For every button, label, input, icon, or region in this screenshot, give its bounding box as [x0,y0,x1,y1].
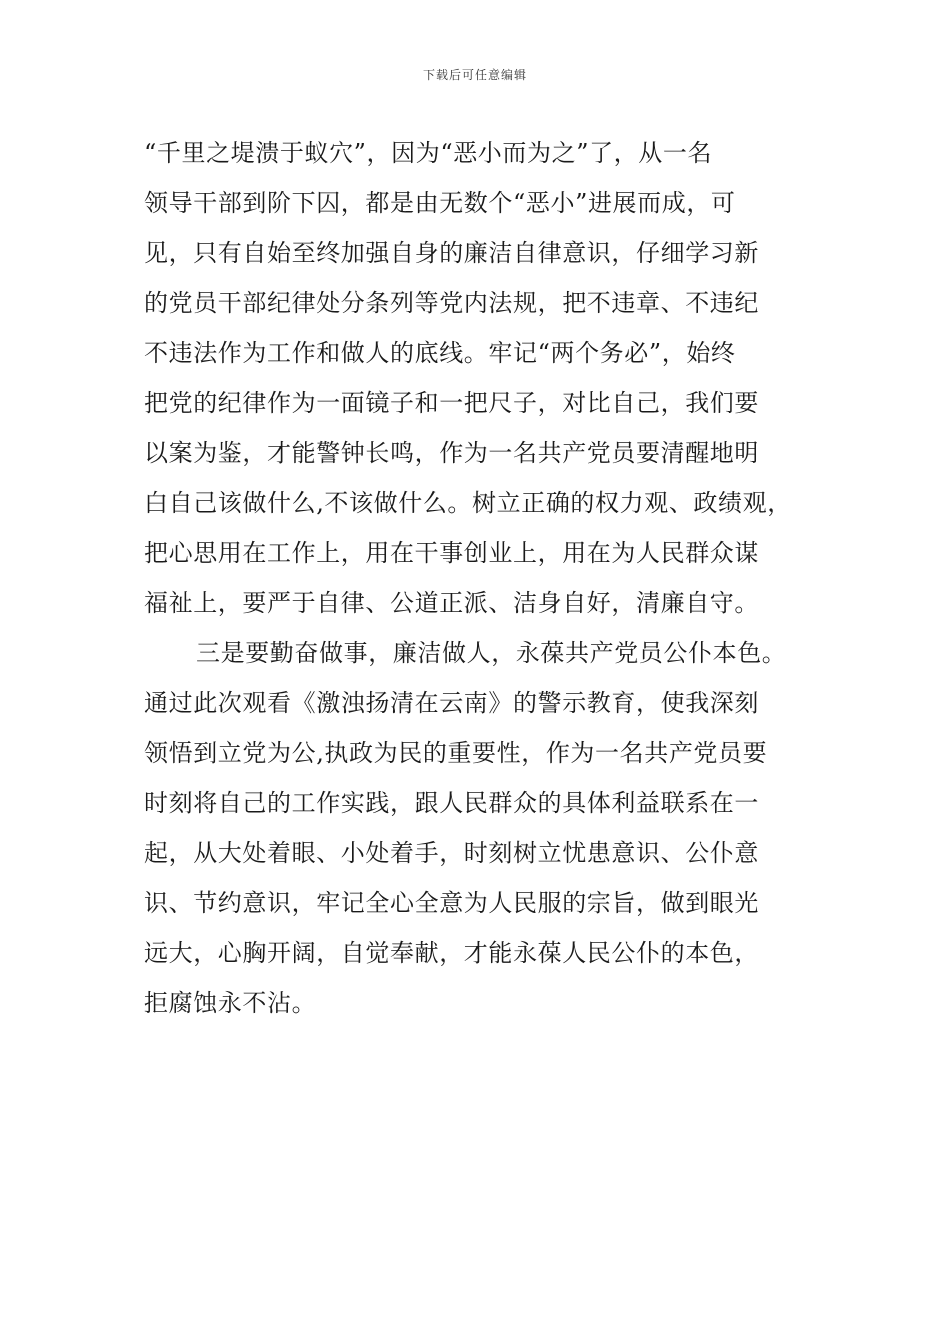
text-line: 拒腐蚀永不沾。 [144,989,317,1017]
page-header: 下载后可任意编辑 [422,68,527,82]
text-line: 把心思用在工作上，用在干事创业上，用在为人民群众谋 [144,539,759,567]
text-line: 领悟到立党为公,执政为民的重要性，作为一名共产党员要 [144,739,768,767]
text-line: 见，只有自始至终加强自身的廉洁自律意识，仔细学习新 [144,239,759,267]
text-line: 不违法作为工作和做人的底线。牢记“两个务必”，始终 [144,339,736,367]
text-line: 福祉上，要严于自律、公道正派、洁身自好，清廉自守。 [144,589,759,617]
document-body [144,128,834,1028]
text-line: 远大，心胸开阔，自觉奉献，才能永葆人民公仆的本色， [144,939,759,967]
text-line: 时刻将自己的工作实践，跟人民群众的具体利益联系在一 [144,789,759,817]
text-line: 以案为鉴，才能警钟长鸣，作为一名共产党员要清醒地明 [144,439,759,467]
paragraph-2 [144,628,834,1028]
text-line: 白自己该做什么,不该做什么。树立正确的权力观、政绩观， [144,489,792,517]
text-line: 起，从大处着眼、小处着手，时刻树立忧患意识、公仆意 [144,839,759,867]
text-line: 识、节约意识，牢记全心全意为人民服的宗旨，做到眼光 [144,889,759,917]
text-line: 通过此次观看《激浊扬清在云南》的警示教育，使我深刻 [144,689,759,717]
paragraph-1 [144,128,834,628]
text-line: 领导干部到阶下囚，都是由无数个“恶小”进展而成，可 [144,189,736,217]
text-line: 把党的纪律作为一面镜子和一把尺子，对比自己，我们要 [144,389,759,417]
text-line-indented: 三是要勤奋做事，廉洁做人，永葆共产党员公仆本色。 [196,639,787,667]
text-line: “千里之堤溃于蚁穴”，因为“恶小而为之”了，从一名 [144,139,713,167]
text-line: 的党员干部纪律处分条列等党内法规，把不违章、不违纪 [144,289,759,317]
